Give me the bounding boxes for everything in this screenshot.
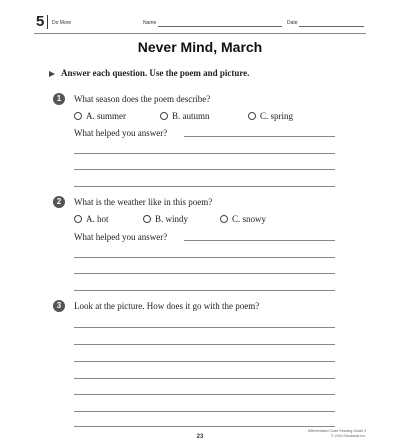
option-1c[interactable]: C. spring	[248, 111, 293, 121]
answer-line[interactable]	[74, 394, 335, 395]
lesson-number: 5	[36, 13, 45, 30]
answer-line[interactable]	[74, 361, 335, 362]
question-text-3: Look at the picture. How does it go with the poem?	[74, 301, 260, 311]
helped-label-2: What helped you answer?	[74, 232, 168, 242]
answer-line[interactable]	[74, 273, 335, 274]
option-1b[interactable]: B. autumn	[160, 111, 210, 121]
answer-line[interactable]	[74, 378, 335, 379]
answer-line[interactable]	[74, 344, 335, 345]
answer-line[interactable]	[74, 411, 335, 412]
option-2c[interactable]: C. snowy	[220, 214, 266, 224]
date-label: Date	[287, 20, 298, 26]
question-number-3: 3	[53, 300, 65, 312]
name-label: Name	[143, 20, 157, 26]
credit-line-2: © 2016 Scholastic Inc.	[331, 433, 366, 438]
triangle-bullet-icon	[49, 71, 55, 77]
helped-label-1: What helped you answer?	[74, 128, 168, 138]
name-field[interactable]	[158, 26, 282, 27]
header-divider	[47, 15, 48, 29]
option-1a[interactable]: A. summer	[74, 111, 126, 121]
answer-line[interactable]	[74, 169, 335, 170]
answer-line[interactable]	[74, 186, 335, 187]
section-label: Do More	[52, 20, 72, 26]
page-header	[34, 14, 366, 34]
page-title: Never Mind, March	[137, 39, 263, 55]
instruction-text: Answer each question. Use the poem and picture.	[61, 68, 250, 78]
option-2b[interactable]: B. windy	[143, 214, 188, 224]
answer-line[interactable]	[74, 290, 335, 291]
credit-line-1: Differentiated Close Reading Grade 3	[307, 429, 366, 433]
question-text-2: What is the weather like in this poem?	[74, 197, 213, 207]
radio-circle-icon[interactable]	[248, 112, 256, 120]
radio-circle-icon[interactable]	[160, 112, 168, 120]
instruction	[49, 68, 249, 78]
answer-line[interactable]	[74, 153, 335, 154]
question-number-1: 1	[53, 93, 65, 105]
answer-line[interactable]	[74, 426, 335, 427]
radio-circle-icon[interactable]	[220, 215, 228, 223]
radio-circle-icon[interactable]	[143, 215, 151, 223]
question-text-1: What season does the poem describe?	[74, 94, 211, 104]
radio-circle-icon[interactable]	[74, 215, 82, 223]
answer-line[interactable]	[74, 257, 335, 258]
header-rule	[34, 33, 366, 34]
answer-line[interactable]	[74, 327, 335, 328]
date-field[interactable]	[299, 26, 364, 27]
option-2a[interactable]: A. hot	[74, 214, 109, 224]
footer-credit	[308, 429, 366, 438]
answer-line[interactable]	[184, 240, 335, 241]
radio-circle-icon[interactable]	[74, 112, 82, 120]
answer-line[interactable]	[184, 136, 335, 137]
page-number: 23	[196, 434, 204, 440]
question-number-2: 2	[53, 196, 65, 208]
